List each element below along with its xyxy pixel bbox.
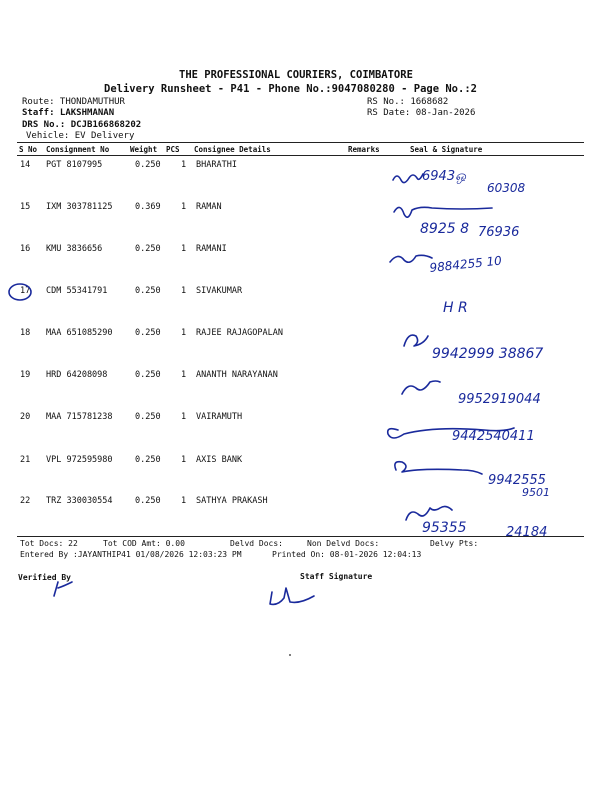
handwriting-row-19-a: 9952919044 [458,392,541,407]
signature-row-14 [393,174,423,183]
staff-signature [270,588,314,604]
row-sno: 14 [20,160,31,170]
staff-signature-label: Staff Signature [300,572,373,581]
row-weight: 0.250 [135,160,161,170]
row-consignment: CDM 55341791 [46,286,108,296]
signature-row-22 [406,506,452,520]
row-pcs: 1 [181,160,187,170]
staff-info: Staff: LAKSHMANAN [22,108,115,118]
handwriting-row-22-b: 24184 [506,525,548,540]
row-weight: 0.369 [135,202,161,212]
row-sno: 18 [20,328,31,338]
row-pcs: 1 [181,455,187,465]
row-consignee: BHARATHI [196,160,237,170]
col-pcs: PCS [166,145,180,154]
handwriting-row-22-a: 95355 [422,520,467,536]
row-consignment: MAA 715781238 [46,412,113,422]
row-consignee: VAIRAMUTH [196,412,243,422]
row-consignee: RAMAN [196,202,222,212]
signature-row-19 [402,381,440,394]
handwriting-row-14-a: 6943ஒ [422,169,466,184]
row-consignment: TRZ 330030554 [46,496,113,506]
row-consignee: RAMANI [196,244,227,254]
row-consignee: AXIS BANK [196,455,243,465]
non-delivered-docs: Non Delvd Docs: [307,539,380,548]
row-weight: 0.250 [135,370,161,380]
verified-by-label: Verified By [18,573,71,582]
row-sno: 16 [20,244,31,254]
col-weight: Weight [130,145,158,154]
row-weight: 0.250 [135,496,161,506]
total-cod-amount: Tot COD Amt: 0.00 [103,539,185,548]
row-pcs: 1 [181,328,187,338]
row-sno: 21 [20,455,31,465]
col-seal-signature: Seal & Signature [410,145,483,154]
stray-mark [289,654,291,656]
handwriting-row-18-a: 9942999 38867 [432,346,544,362]
col-consignment: Consignment No [46,145,110,154]
row-pcs: 1 [181,412,187,422]
drs-info: DRS No.: DCJB166868202 [22,120,142,130]
company-title: THE PROFESSIONAL COURIERS, COIMBATORE [179,69,413,81]
row-consignee: RAJEE RAJAGOPALAN [196,328,283,338]
col-sno: S No [19,145,38,154]
vehicle-info: Vehicle: EV Delivery [26,131,135,141]
row-weight: 0.250 [135,455,161,465]
row-consignment: IXM 303781125 [46,202,113,212]
route-info: Route: THONDAMUTHUR [22,97,125,107]
row-pcs: 1 [181,496,187,506]
rs-number: RS No.: 1668682 [367,97,449,107]
total-docs: Tot Docs: 22 [20,539,78,548]
row-pcs: 1 [181,202,187,212]
row-consignment: VPL 972595980 [46,455,113,465]
row-consignment: HRD 64208098 [46,370,108,380]
signature-row-21 [395,462,482,474]
row-consignment: KMU 3836656 [46,244,103,254]
row-sno: 19 [20,370,31,380]
row-sno: 22 [20,496,31,506]
delivery-points: Delvy Pts: [430,539,479,548]
handwriting-row-21-b: 9501 [522,486,550,499]
handwriting-row-15-a: 8925 8 [420,221,469,237]
row-weight: 0.250 [135,244,161,254]
row-sno: 15 [20,202,31,212]
row-weight: 0.250 [135,328,161,338]
verifier-signature [54,582,72,596]
row-consignee: ANANTH NARAYANAN [196,370,278,380]
handwriting-row-17-a: H R [443,300,468,316]
rs-date: RS Date: 08-Jan-2026 [367,108,476,118]
row-consignee: SIVAKUMAR [196,286,243,296]
row-weight: 0.250 [135,286,161,296]
runsheet-title: Delivery Runsheet - P41 - Phone No.:9047080280 - Page No.:2 [104,83,477,95]
row-pcs: 1 [181,244,187,254]
signature-row-18 [404,335,428,346]
printed-on: Printed On: 08-01-2026 12:04:13 [272,550,422,559]
signature-row-15 [394,207,492,217]
handwriting-row-14-b: 60308 [487,181,526,195]
row-17-circle-mark [9,284,31,300]
row-pcs: 1 [181,370,187,380]
col-consignee: Consignee Details [194,145,271,154]
row-sno: 17 [20,286,31,296]
handwriting-row-20-a: 9442540411 [452,429,535,444]
row-weight: 0.250 [135,412,161,422]
delivered-docs: Delvd Docs: [230,539,283,548]
signature-row-16 [390,255,432,262]
row-pcs: 1 [181,286,187,296]
row-consignee: SATHYA PRAKASH [196,496,268,506]
entered-by: Entered By :JAYANTHIP41 01/08/2026 12:03:23 PM [20,550,242,559]
row-consignment: PGT 8107995 [46,160,103,170]
row-sno: 20 [20,412,31,422]
handwriting-row-15-b: 76936 [478,225,520,240]
handwriting-row-16-a: 9884255 10 [428,253,503,275]
col-remarks: Remarks [348,145,380,154]
row-consignment: MAA 651085290 [46,328,113,338]
handwriting-row-21-a: 9942555 [488,473,546,488]
